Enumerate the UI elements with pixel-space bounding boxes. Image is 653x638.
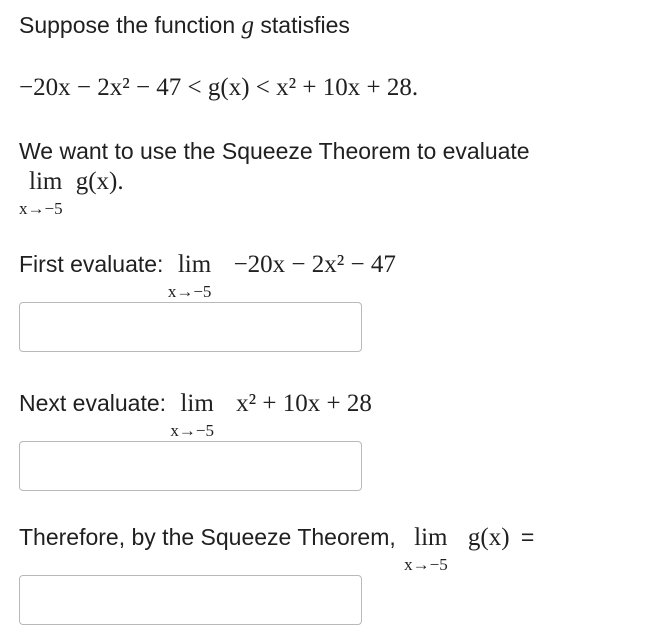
final-answer-input[interactable] [19, 575, 362, 625]
goal-limit-word: lim [29, 168, 63, 195]
conclusion-equals: = [520, 524, 535, 550]
intro-text-after: statisfies [260, 12, 350, 38]
intro-text: Suppose the function [19, 12, 236, 38]
goal-limit-expression: g(x). [75, 168, 124, 195]
next-step-label: Next evaluate: [19, 390, 167, 416]
goal-line [19, 137, 530, 165]
intro-line [19, 11, 350, 40]
conclusion-limit-operator [404, 524, 448, 574]
next-step-limit-operator [170, 390, 215, 440]
first-step-limit-operator [167, 251, 212, 301]
goal-text: We want to use the Squeeze Theorem to evaluate [19, 138, 530, 164]
next-answer-input[interactable] [19, 441, 362, 491]
conclusion-limit-word: lim [414, 524, 448, 551]
conclusion-limit-subscript: x→−5 [404, 555, 448, 574]
conclusion-label: Therefore, by the Squeeze Theorem, [19, 524, 396, 550]
first-answer-input[interactable] [19, 302, 362, 352]
next-step-line [19, 389, 372, 440]
conclusion-expression: g(x) [467, 524, 510, 551]
conclusion-line [19, 523, 535, 574]
goal-limit [19, 167, 124, 218]
next-step-limit-subscript: x→−5 [170, 421, 215, 440]
inequality: −20x − 2x² − 47 < g(x) < x² + 10x + 28. [19, 74, 419, 101]
goal-limit-operator [19, 168, 63, 218]
first-step-line [19, 250, 396, 301]
first-step-expression: −20x − 2x² − 47 [233, 251, 396, 278]
first-step-limit-word: lim [177, 251, 212, 278]
goal-limit-subscript: x→−5 [19, 199, 63, 218]
next-step-expression: x² + 10x + 28 [236, 390, 372, 417]
first-step-limit-subscript: x→−5 [167, 282, 212, 301]
next-step-limit-word: lim [180, 390, 214, 417]
first-step-label: First evaluate: [19, 251, 164, 277]
function-name: g [241, 12, 254, 39]
